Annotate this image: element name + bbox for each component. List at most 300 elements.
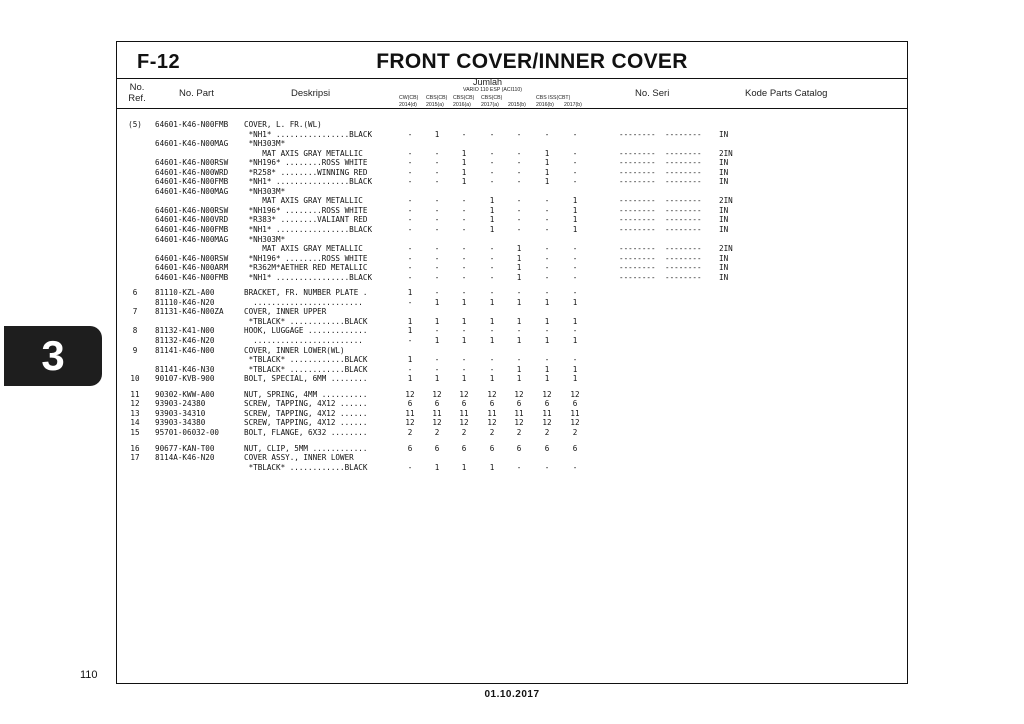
part-number: 81132-K41-N00 xyxy=(155,326,215,336)
table-row xyxy=(117,139,907,149)
description: *NH196* ........ROSS WHITE xyxy=(244,158,368,168)
header-bottom-rule xyxy=(117,108,907,109)
quantity-cell: - xyxy=(434,158,440,168)
quantity-cell: 12 xyxy=(570,389,580,399)
variant-top-label: CBS ISS(CBT) xyxy=(536,95,571,101)
quantity-cell: - xyxy=(572,177,578,187)
quantity-cell: - xyxy=(572,263,578,273)
part-number: 8114A-K46-N20 xyxy=(155,453,215,463)
quantity-cell: - xyxy=(407,225,413,235)
table-row xyxy=(117,365,907,375)
serial-to: -------- xyxy=(665,244,702,254)
quantity-cell: - xyxy=(572,253,578,263)
part-number: 90302-KWW-A00 xyxy=(155,389,215,399)
header-kode-parts-catalog: Kode Parts Catalog xyxy=(745,88,828,99)
quantity-cell: 1 xyxy=(516,244,522,254)
quantity-cell: - xyxy=(572,158,578,168)
header-no-ref: No. Ref. xyxy=(128,82,146,104)
description: *NH1* ................BLACK xyxy=(244,225,373,235)
quantity-cell: - xyxy=(544,355,550,365)
quantity-cell: - xyxy=(489,288,495,298)
quantity-cell: 12 xyxy=(405,389,415,399)
quantity-cell: - xyxy=(572,272,578,282)
variant-bottom-label: 2016(b) xyxy=(536,102,554,108)
description: COVER, L. FR.(WL) xyxy=(244,120,322,129)
quantity-cell: - xyxy=(544,326,550,336)
serial-to: -------- xyxy=(665,158,702,168)
description: COVER, INNER UPPER xyxy=(244,307,327,317)
table-row xyxy=(117,149,907,159)
serial-from: -------- xyxy=(619,244,656,254)
quantity-cell: - xyxy=(407,364,413,374)
variant-bottom-label: 2017(a) xyxy=(481,102,499,108)
quantity-cell: 1 xyxy=(544,177,550,187)
table-row xyxy=(117,390,907,400)
description: *R383* ........VALIANT RED xyxy=(244,215,368,225)
quantity-cell: - xyxy=(407,205,413,215)
description: *NH196* ........ROSS WHITE xyxy=(244,253,368,263)
ref-number: 10 xyxy=(130,374,140,384)
quantity-cell: - xyxy=(461,288,467,298)
catalog-code: IN xyxy=(719,177,729,187)
quantity-cell: - xyxy=(434,177,440,187)
quantity-cell: 12 xyxy=(542,389,552,399)
quantity-cell: 1 xyxy=(461,158,467,168)
serial-from: -------- xyxy=(619,196,656,206)
table-row xyxy=(117,355,907,365)
quantity-cell: 12 xyxy=(432,418,442,428)
description: MAT AXIS GRAY METALLIC xyxy=(244,196,363,206)
variant-top-label: CBS(CB) xyxy=(453,95,475,101)
description: SCREW, TAPPING, 4X12 ...... xyxy=(244,418,368,428)
table-row xyxy=(117,409,907,419)
part-number: 64601-K46-N00WRD xyxy=(155,167,229,177)
description: *TBLACK* ............BLACK xyxy=(244,462,368,472)
quantity-cell: - xyxy=(516,205,522,215)
ref-number: 13 xyxy=(130,408,140,418)
quantity-cell: - xyxy=(407,244,413,254)
page-title: FRONT COVER/INNER COVER xyxy=(376,50,688,73)
quantity-cell: 12 xyxy=(432,389,442,399)
quantity-cell: 1 xyxy=(461,316,467,326)
quantity-cell: - xyxy=(489,326,495,336)
quantity-cell: - xyxy=(516,129,522,139)
catalog-frame xyxy=(116,41,908,684)
quantity-cell: - xyxy=(461,263,467,273)
ref-number: 15 xyxy=(130,427,140,437)
serial-to: -------- xyxy=(665,205,702,215)
quantity-cell: 1 xyxy=(489,336,495,346)
quantity-cell: - xyxy=(489,272,495,282)
quantity-cell: - xyxy=(572,326,578,336)
ref-number: 6 xyxy=(132,288,138,298)
quantity-cell: 1 xyxy=(489,462,495,472)
quantity-cell: 2 xyxy=(407,427,413,437)
quantity-cell: 12 xyxy=(570,418,580,428)
table-row xyxy=(117,215,907,225)
table-row xyxy=(117,288,907,298)
serial-to: -------- xyxy=(665,167,702,177)
description: BOLT, SPECIAL, 6MM ........ xyxy=(244,374,368,384)
table-row xyxy=(117,346,907,356)
quantity-cell: 2 xyxy=(544,427,550,437)
variant-top-label: CBS(CB) xyxy=(481,95,503,101)
description: COVER ASSY., INNER LOWER xyxy=(244,453,354,463)
quantity-cell: 1 xyxy=(489,215,495,225)
part-number: 93903-34380 xyxy=(155,418,206,428)
ref-number: (5) xyxy=(128,120,142,129)
table-row xyxy=(117,235,907,245)
table-row xyxy=(117,317,907,327)
quantity-cell: 6 xyxy=(461,399,467,409)
quantity-cell: 1 xyxy=(461,374,467,384)
header-top-rule xyxy=(117,78,907,79)
part-number: 64601-K46-N00FMB xyxy=(155,177,229,187)
quantity-cell: - xyxy=(434,196,440,206)
quantity-cell: - xyxy=(572,288,578,298)
catalog-code: IN xyxy=(719,129,729,139)
description: *NH1* ................BLACK xyxy=(244,177,373,187)
header-jumlah: Jumlah xyxy=(473,77,503,87)
quantity-cell: - xyxy=(461,364,467,374)
quantity-cell: 1 xyxy=(407,326,413,336)
serial-from: -------- xyxy=(619,177,656,187)
description: *TBLACK* ............BLACK xyxy=(244,364,368,374)
quantity-cell: 6 xyxy=(572,443,578,453)
quantity-cell: 12 xyxy=(542,418,552,428)
quantity-cell: - xyxy=(516,215,522,225)
quantity-cell: - xyxy=(516,158,522,168)
quantity-cell: - xyxy=(434,288,440,298)
quantity-cell: 11 xyxy=(432,408,442,418)
revision-date: 01.10.2017 xyxy=(484,689,540,700)
quantity-cell: 11 xyxy=(459,408,469,418)
catalog-code: IN xyxy=(719,167,729,177)
description: *NH196* ........ROSS WHITE xyxy=(244,205,368,215)
description: *NH303M* xyxy=(244,234,286,244)
quantity-cell: - xyxy=(461,129,467,139)
quantity-cell: - xyxy=(544,288,550,298)
quantity-cell: 1 xyxy=(489,374,495,384)
variant-top-label: CW(CB) xyxy=(399,95,419,101)
quantity-cell: 2 xyxy=(434,427,440,437)
quantity-cell: - xyxy=(407,158,413,168)
table-row xyxy=(117,120,907,130)
quantity-cell: 6 xyxy=(516,443,522,453)
quantity-cell: - xyxy=(516,167,522,177)
catalog-code: IN xyxy=(719,272,729,282)
serial-from: -------- xyxy=(619,167,656,177)
description: NUT, CLIP, 5MM ............ xyxy=(244,443,368,453)
table-row xyxy=(117,158,907,168)
serial-to: -------- xyxy=(665,196,702,206)
quantity-cell: 1 xyxy=(461,297,467,307)
quantity-cell: 1 xyxy=(434,316,440,326)
description: BOLT, FLANGE, 6X32 ........ xyxy=(244,427,368,437)
part-number: 64601-K46-N00ARM xyxy=(155,263,229,273)
quantity-cell: - xyxy=(461,225,467,235)
part-number: 81131-K46-N00ZA xyxy=(155,307,224,317)
description: *TBLACK* ............BLACK xyxy=(244,355,368,365)
quantity-cell: - xyxy=(544,129,550,139)
quantity-cell: 1 xyxy=(572,215,578,225)
quantity-cell: - xyxy=(407,177,413,187)
quantity-cell: 2 xyxy=(516,427,522,437)
quantity-cell: - xyxy=(434,244,440,254)
table-row xyxy=(117,225,907,235)
quantity-cell: 6 xyxy=(434,399,440,409)
quantity-cell: 1 xyxy=(516,374,522,384)
catalog-code: IN xyxy=(719,205,729,215)
quantity-cell: - xyxy=(407,129,413,139)
quantity-cell: 6 xyxy=(489,443,495,453)
part-number: 64601-K46-N00MAG xyxy=(155,139,229,149)
quantity-cell: 1 xyxy=(516,297,522,307)
quantity-cell: 12 xyxy=(405,418,415,428)
header-jumlah-sub: VARIO 110 ESP (ACI110) xyxy=(463,87,523,93)
section-code: F-12 xyxy=(137,51,181,73)
part-number: 90107-KVB-900 xyxy=(155,374,215,384)
quantity-cell: - xyxy=(516,177,522,187)
quantity-cell: - xyxy=(407,462,413,472)
quantity-cell: - xyxy=(516,148,522,158)
table-row xyxy=(117,168,907,178)
table-row xyxy=(117,187,907,197)
quantity-cell: 12 xyxy=(459,389,469,399)
quantity-cell: 11 xyxy=(487,408,497,418)
quantity-cell: 6 xyxy=(516,399,522,409)
quantity-cell: - xyxy=(461,244,467,254)
description: SCREW, TAPPING, 4X12 ...... xyxy=(244,399,368,409)
quantity-cell: 1 xyxy=(461,336,467,346)
quantity-cell: - xyxy=(572,148,578,158)
quantity-cell: 1 xyxy=(544,167,550,177)
quantity-cell: - xyxy=(407,215,413,225)
quantity-cell: 6 xyxy=(407,399,413,409)
table-row xyxy=(117,206,907,216)
quantity-cell: - xyxy=(544,462,550,472)
ref-number: 14 xyxy=(130,418,140,428)
serial-from: -------- xyxy=(619,253,656,263)
serial-from: -------- xyxy=(619,129,656,139)
description: MAT AXIS GRAY METALLIC xyxy=(244,148,363,158)
quantity-cell: - xyxy=(461,272,467,282)
quantity-cell: 6 xyxy=(544,443,550,453)
variant-bottom-label: 2015(b) xyxy=(508,102,526,108)
part-number: 64601-K46-N00MAG xyxy=(155,234,229,244)
quantity-cell: - xyxy=(407,297,413,307)
table-row xyxy=(117,453,907,463)
quantity-cell: 1 xyxy=(516,253,522,263)
part-number: 81141-K46-N30 xyxy=(155,364,215,374)
description: HOOK, LUGGAGE ............. xyxy=(244,326,368,336)
quantity-cell: - xyxy=(544,272,550,282)
table-row xyxy=(117,298,907,308)
quantity-cell: - xyxy=(572,167,578,177)
quantity-cell: 12 xyxy=(459,418,469,428)
table-row xyxy=(117,418,907,428)
serial-from: -------- xyxy=(619,225,656,235)
catalog-code: IN xyxy=(719,158,729,168)
quantity-cell: 6 xyxy=(461,443,467,453)
quantity-cell: 1 xyxy=(572,336,578,346)
quantity-cell: - xyxy=(434,215,440,225)
quantity-cell: 1 xyxy=(544,364,550,374)
part-number: 64601-K46-N00MAG xyxy=(155,186,229,196)
quantity-cell: 1 xyxy=(516,316,522,326)
part-number: 64601-K46-N00RSW xyxy=(155,205,229,215)
parts-table xyxy=(117,120,907,472)
description: ........................ xyxy=(244,297,363,307)
part-number: 64601-K46-N00RSW xyxy=(155,158,229,168)
quantity-cell: 1 xyxy=(544,316,550,326)
quantity-cell: 1 xyxy=(489,196,495,206)
quantity-cell: - xyxy=(434,253,440,263)
quantity-cell: 1 xyxy=(489,225,495,235)
quantity-cell: - xyxy=(407,148,413,158)
serial-from: -------- xyxy=(619,205,656,215)
part-number: 64601-K46-N00FMB xyxy=(155,120,229,129)
page-number: 110 xyxy=(80,669,98,681)
part-number: 95701-06032-00 xyxy=(155,427,220,437)
quantity-cell: - xyxy=(461,215,467,225)
quantity-cell: 12 xyxy=(514,389,524,399)
table-row xyxy=(117,263,907,273)
part-number: 93903-24380 xyxy=(155,399,206,409)
description: SCREW, TAPPING, 4X12 ...... xyxy=(244,408,368,418)
quantity-cell: 1 xyxy=(544,374,550,384)
quantity-cell: 1 xyxy=(407,316,413,326)
quantity-cell: 1 xyxy=(516,336,522,346)
quantity-cell: - xyxy=(489,253,495,263)
quantity-cell: - xyxy=(434,148,440,158)
part-number: 81132-K46-N20 xyxy=(155,336,215,346)
description: *R362M*AETHER RED METALLIC xyxy=(244,263,368,273)
quantity-cell: 1 xyxy=(544,336,550,346)
quantity-cell: - xyxy=(434,263,440,273)
quantity-cell: 11 xyxy=(514,408,524,418)
variant-bottom-label: 2015(a) xyxy=(426,102,444,108)
table-row xyxy=(117,336,907,346)
quantity-cell: 1 xyxy=(461,177,467,187)
ref-number: 8 xyxy=(132,326,138,336)
table-row xyxy=(117,463,907,473)
table-row xyxy=(117,399,907,409)
ref-number: 12 xyxy=(130,399,140,409)
quantity-cell: 1 xyxy=(461,167,467,177)
quantity-cell: 2 xyxy=(461,427,467,437)
quantity-cell: - xyxy=(489,263,495,273)
quantity-cell: - xyxy=(434,364,440,374)
part-number: 64601-K46-N00FMB xyxy=(155,272,229,282)
part-number: 93903-34310 xyxy=(155,408,206,418)
serial-to: -------- xyxy=(665,225,702,235)
variant-bottom-label: 2017(b) xyxy=(564,102,582,108)
catalog-code: 2IN xyxy=(719,148,733,158)
quantity-cell: 6 xyxy=(544,399,550,409)
quantity-cell: 12 xyxy=(487,389,497,399)
quantity-cell: - xyxy=(572,462,578,472)
catalog-code: IN xyxy=(719,253,729,263)
quantity-cell: 6 xyxy=(407,443,413,453)
quantity-cell: 1 xyxy=(544,148,550,158)
quantity-cell: - xyxy=(407,336,413,346)
serial-from: -------- xyxy=(619,148,656,158)
quantity-cell: 1 xyxy=(461,462,467,472)
quantity-cell: - xyxy=(572,244,578,254)
quantity-cell: - xyxy=(407,253,413,263)
description: MAT AXIS GRAY METALLIC xyxy=(244,244,363,254)
catalog-code: IN xyxy=(719,215,729,225)
header-deskripsi: Deskripsi xyxy=(291,88,331,99)
quantity-cell: 1 xyxy=(544,158,550,168)
quantity-cell: - xyxy=(489,148,495,158)
chapter-tab: 3 xyxy=(4,326,102,386)
quantity-cell: 1 xyxy=(434,336,440,346)
description: *NH1* ................BLACK xyxy=(244,129,373,139)
quantity-cell: - xyxy=(544,253,550,263)
quantity-cell: - xyxy=(572,355,578,365)
quantity-cell: 1 xyxy=(516,364,522,374)
quantity-cell: 1 xyxy=(434,374,440,384)
table-row xyxy=(117,130,907,140)
serial-to: -------- xyxy=(665,177,702,187)
description: BRACKET, FR. NUMBER PLATE . xyxy=(244,288,368,298)
quantity-cell: - xyxy=(434,205,440,215)
quantity-cell: 1 xyxy=(516,272,522,282)
quantity-cell: 1 xyxy=(572,196,578,206)
quantity-cell: - xyxy=(516,462,522,472)
quantity-cell: - xyxy=(516,225,522,235)
quantity-cell: 1 xyxy=(489,297,495,307)
quantity-cell: - xyxy=(434,326,440,336)
description: *TBLACK* ............BLACK xyxy=(244,316,368,326)
table-row xyxy=(117,177,907,187)
quantity-cell: - xyxy=(434,272,440,282)
quantity-cell: - xyxy=(434,225,440,235)
quantity-cell: - xyxy=(544,244,550,254)
quantity-cell: 1 xyxy=(572,225,578,235)
quantity-cell: 1 xyxy=(572,374,578,384)
catalog-code: IN xyxy=(719,263,729,273)
variant-bottom-label: 2016(a) xyxy=(453,102,471,108)
quantity-cell: - xyxy=(572,129,578,139)
quantity-cell: 1 xyxy=(434,129,440,139)
quantity-cell: - xyxy=(461,355,467,365)
catalog-code: IN xyxy=(719,225,729,235)
quantity-cell: - xyxy=(489,177,495,187)
quantity-cell: 1 xyxy=(407,288,413,298)
header-no-part: No. Part xyxy=(179,88,214,99)
serial-to: -------- xyxy=(665,253,702,263)
quantity-cell: - xyxy=(461,253,467,263)
description: NUT, SPRING, 4MM .......... xyxy=(244,389,368,399)
quantity-cell: - xyxy=(407,272,413,282)
serial-from: -------- xyxy=(619,158,656,168)
quantity-cell: 1 xyxy=(572,316,578,326)
table-row xyxy=(117,326,907,336)
description: *R258* ........WINNING RED xyxy=(244,167,368,177)
description: *NH1* ................BLACK xyxy=(244,272,373,282)
quantity-cell: 1 xyxy=(516,263,522,273)
quantity-cell: - xyxy=(407,196,413,206)
table-row xyxy=(117,273,907,283)
quantity-cell: 1 xyxy=(434,297,440,307)
serial-to: -------- xyxy=(665,263,702,273)
quantity-cell: - xyxy=(489,158,495,168)
ref-number: 16 xyxy=(130,443,140,453)
quantity-cell: 2 xyxy=(489,427,495,437)
